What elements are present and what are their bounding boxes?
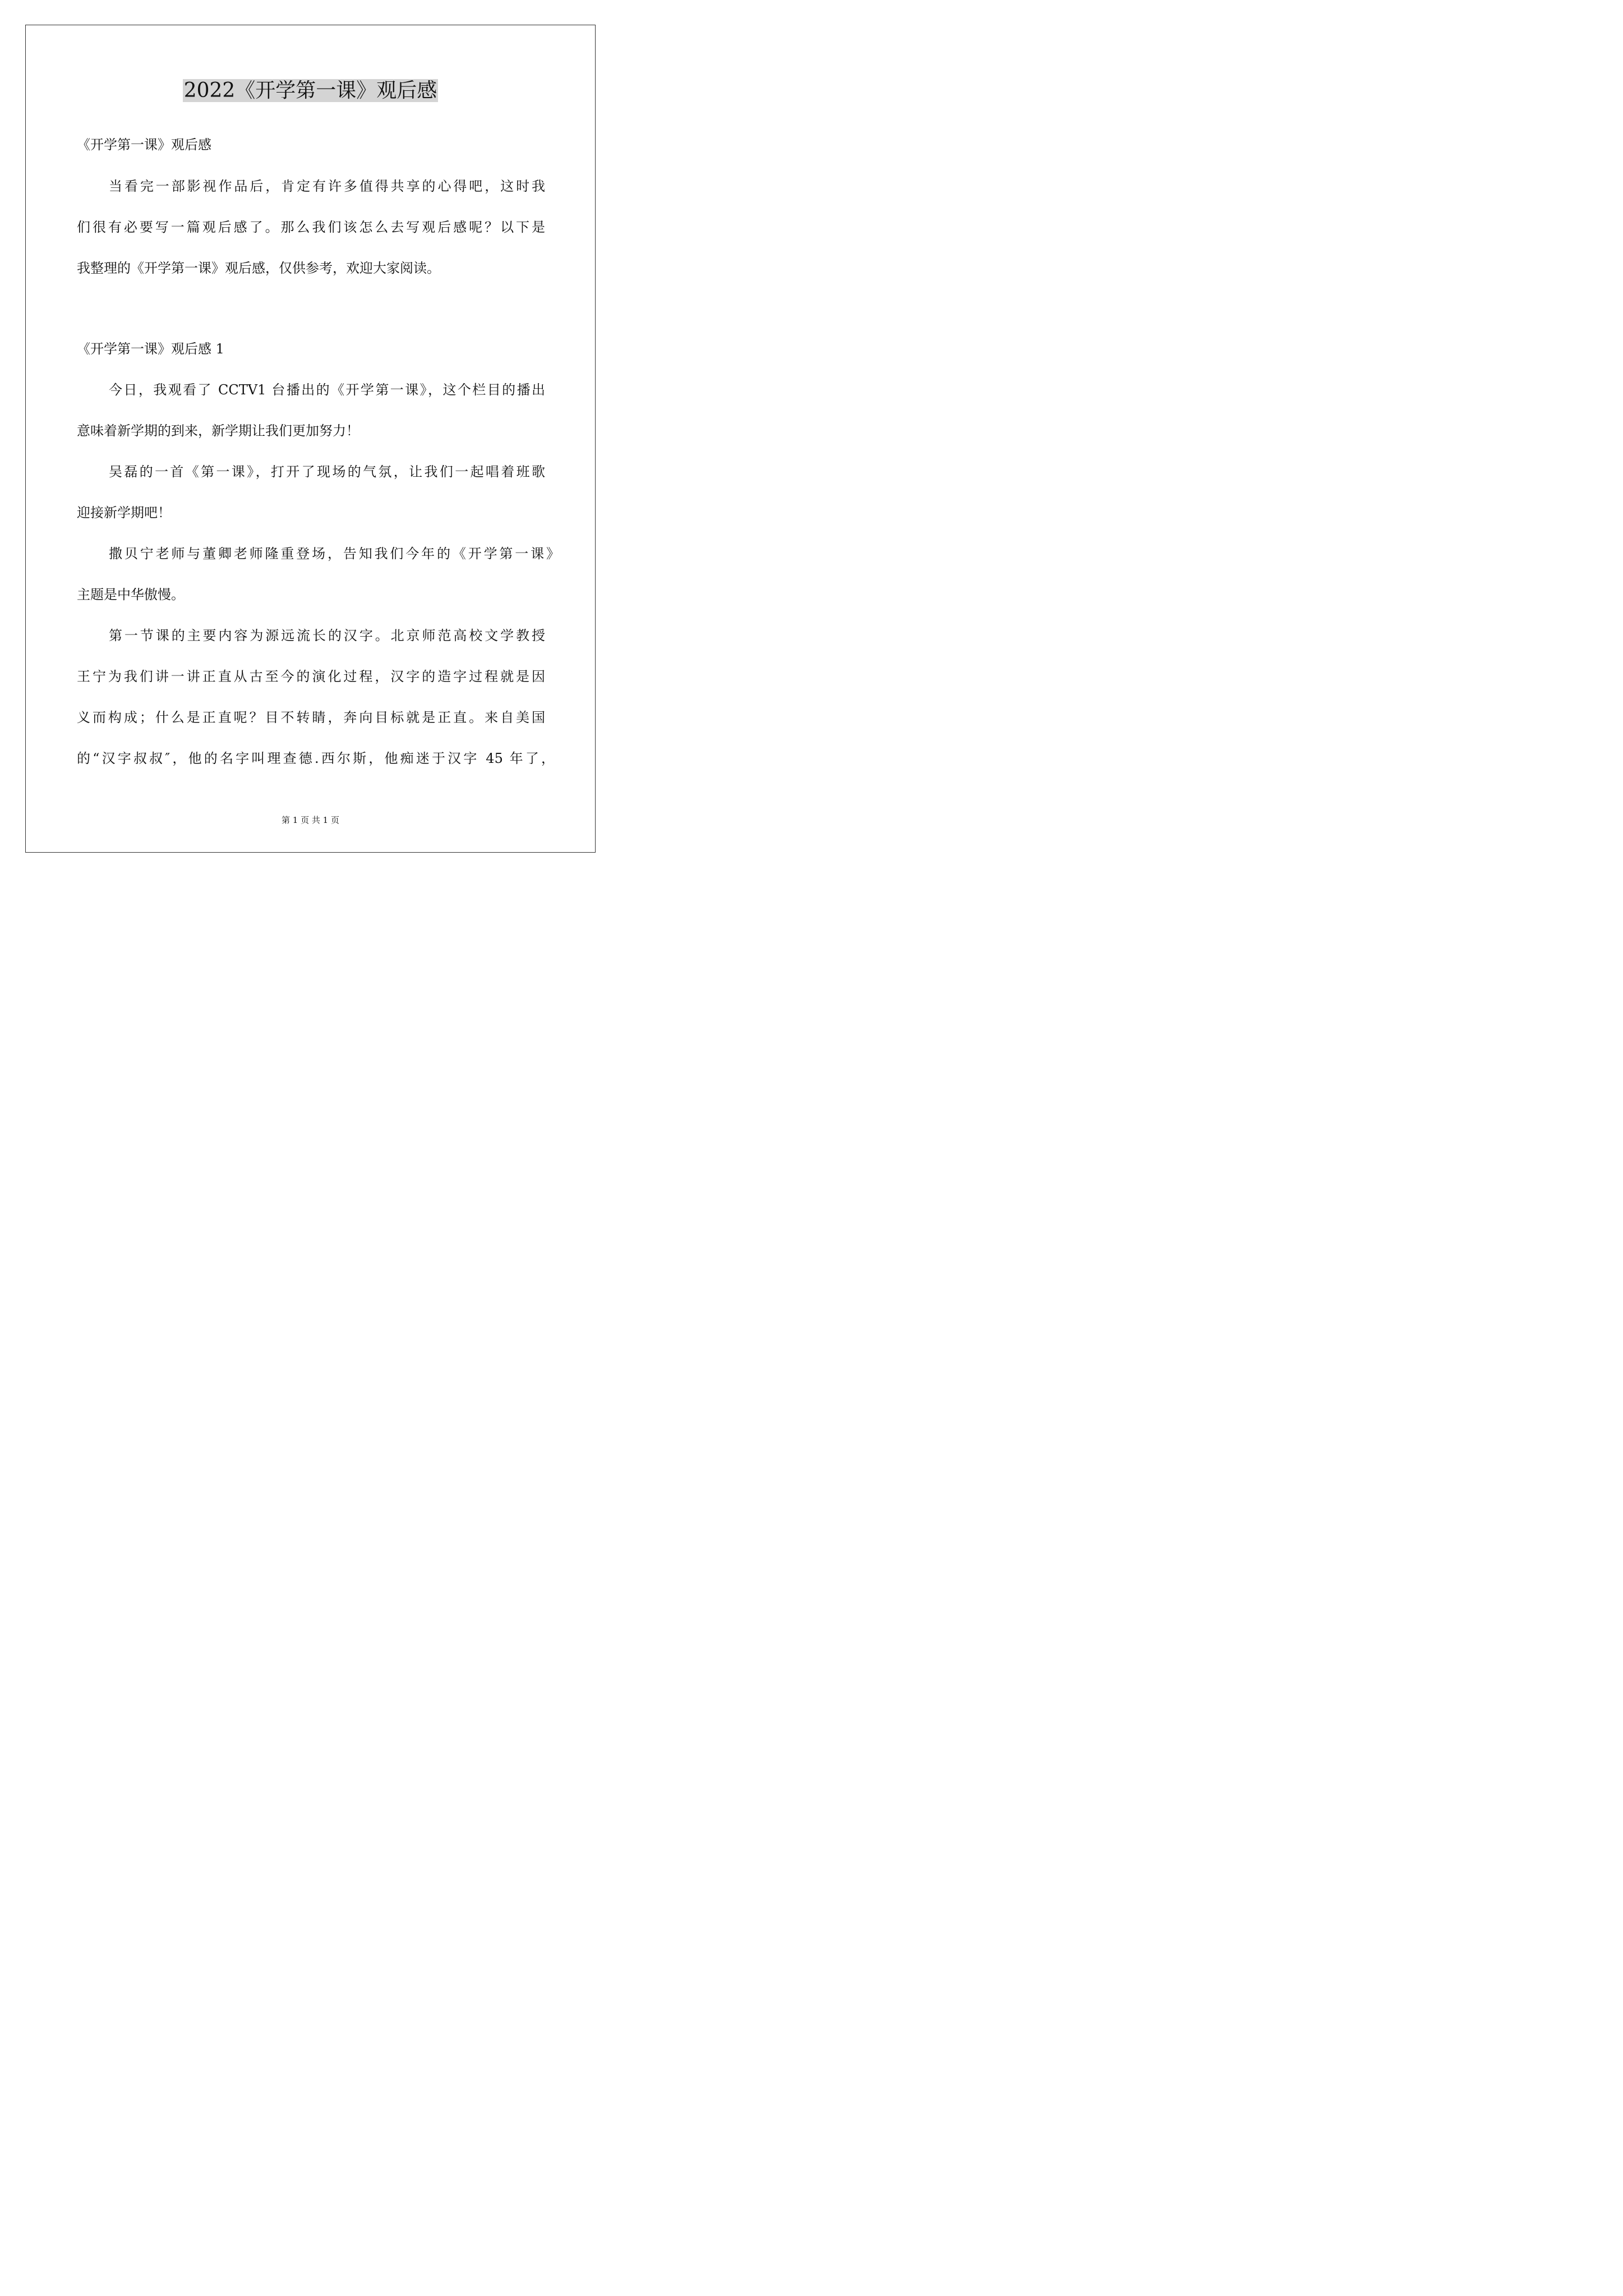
- body-line-7: 第一节课的主要内容为源远流长的汉字。北京师范高校文学教授: [109, 628, 545, 643]
- body-line-8: 王宁为我们讲一讲正直从古至今的演化过程，汉字的造字过程就是因: [77, 669, 545, 684]
- section-heading: 《开学第一课》观后感 1: [77, 341, 224, 357]
- body-line-6: 主题是中华傲慢。: [77, 587, 185, 602]
- body-line-2: 意味着新学期的到来，新学期让我们更加努力！: [77, 423, 359, 439]
- body-line-9: 义而构成；什么是正直呢？目不转睛，奔向目标就是正直。来自美国: [77, 710, 545, 725]
- intro-line-1: 当看完一部影视作品后，肯定有许多值得共享的心得吧，这时我: [109, 178, 545, 194]
- body-line-10: 的“汉字叔叔″，他的名字叫理查德.西尔斯，他痴迷于汉字 45 年了，: [77, 751, 555, 766]
- body-line-1: 今日，我观看了 CCTV1 台播出的《开学第一课》，这个栏目的播出: [109, 382, 545, 398]
- page-footer: 第 1 页 共 1 页: [282, 815, 339, 825]
- body-line-5: 撒贝宁老师与董卿老师隆重登场，告知我们今年的《开学第一课》: [109, 546, 560, 562]
- body-line-3: 吴磊的一首《第一课》，打开了现场的气氛，让我们一起唱着班歌: [109, 464, 545, 480]
- intro-line-2: 们很有必要写一篇观后感了。那么我们该怎么去写观后感呢？以下是: [77, 219, 545, 235]
- intro-line-3: 我整理的《开学第一课》观后感，仅供参考，欢迎大家阅读。: [77, 260, 440, 276]
- body-line-4: 迎接新学期吧！: [77, 505, 171, 521]
- document-title-text: 2022《开学第一课》观后感: [183, 79, 437, 102]
- subtitle: 《开学第一课》观后感: [77, 137, 211, 153]
- document-title: [0, 76, 621, 105]
